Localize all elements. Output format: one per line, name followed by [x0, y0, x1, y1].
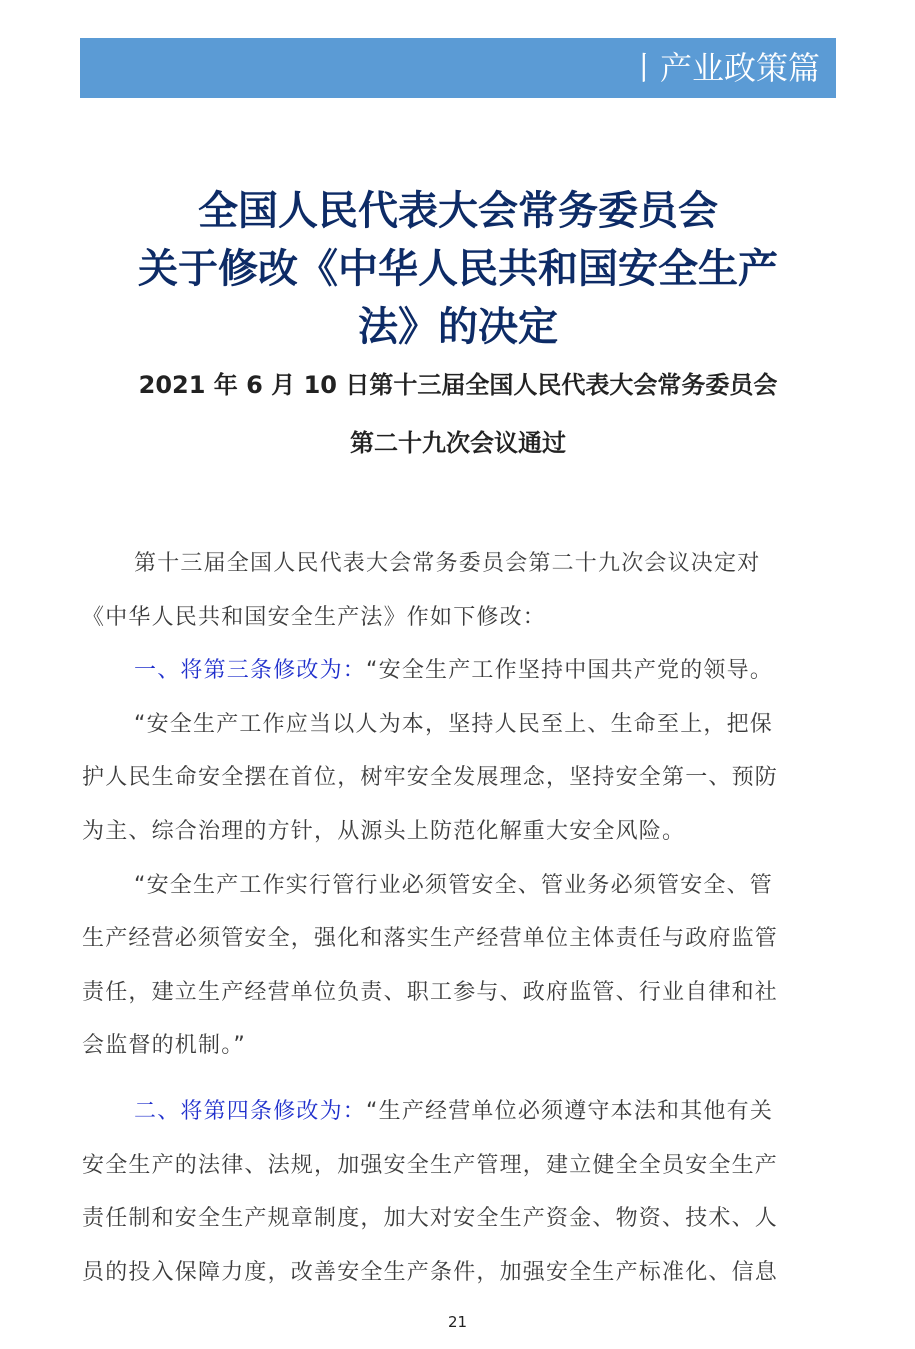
amendment-2-text: “生产经营单位必须遵守本法和其他有关	[366, 1098, 774, 1124]
amendment-item-1	[82, 644, 834, 698]
subtitle-meeting-line: 第二十九次会议通过	[350, 429, 566, 457]
section-label: 丨产业政策篇	[627, 49, 820, 87]
amendment-1-text: “安全生产工作坚持中国共产党的领导。	[366, 658, 774, 684]
subtitle-date-line: 2021 年 6 月 10 日第十三届全国人民代表大会常务委员会	[138, 371, 778, 399]
document-body	[82, 537, 834, 1299]
paragraph-2-line-2: 护人民生命安全摆在首位，树牢安全发展理念，坚持安全第一、预防	[82, 765, 779, 791]
amendment-1-label: 一、将第三条修改为：	[134, 658, 367, 684]
paragraph-3-line-4: 会监督的机制。”	[82, 1033, 246, 1059]
intro-line-1: 第十三届全国人民代表大会常务委员会第二十九次会议决定对	[134, 551, 761, 576]
paragraph-4-line-3: 员的投入保障力度，改善安全生产条件，加强安全生产标准化、信息	[82, 1259, 779, 1285]
paragraph-4-line-1: 安全生产的法律、法规，加强安全生产管理，建立健全全员安全生产	[82, 1152, 779, 1178]
section-header-bar	[80, 38, 836, 98]
paragraph-3-line-2: 生产经营必须管安全，强化和落实生产经营单位主体责任与政府监管	[82, 926, 779, 952]
amendment-2-label: 二、将第四条修改为：	[134, 1098, 367, 1124]
document-title	[80, 182, 836, 356]
title-line-1: 全国人民代表大会常务委员会	[198, 188, 718, 234]
intro-line-2: 《中华人民共和国安全生产法》作如下修改：	[82, 604, 547, 630]
amendment-item-2	[82, 1085, 834, 1139]
page-number: 21	[447, 1313, 468, 1331]
title-line-3: 法》的决定	[358, 304, 558, 350]
title-line-2: 关于修改《中华人民共和国安全生产	[138, 246, 778, 292]
paragraph-3-line-1: “安全生产工作实行管行业必须管安全、管业务必须管安全、管	[134, 872, 773, 898]
paragraph-2-line-3: 为主、综合治理的方针，从源头上防范化解重大安全风险。	[82, 818, 686, 844]
paragraph-4-line-2: 责任制和安全生产规章制度，加大对安全生产资金、物资、技术、人	[82, 1206, 779, 1232]
paragraph-3-line-3: 责任，建立生产经营单位负责、职工参与、政府监管、行业自律和社	[82, 979, 779, 1005]
paragraph-2-line-1: “安全生产工作应当以人为本，坚持人民至上、生命至上，把保	[134, 711, 773, 737]
